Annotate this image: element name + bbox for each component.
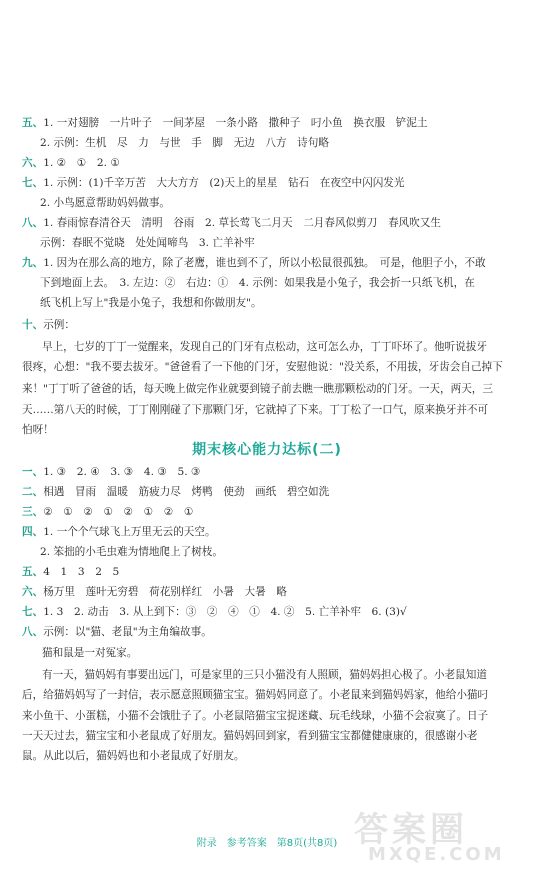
essay-line: 早上，七岁的丁丁一觉醒来，发现自己的门牙有点松动，这可怎么办，丁丁吓坏了。他听说拔牙	[42, 341, 487, 353]
answer-text: 1. 因为在那么高的地方，除了老鹰，谁也到不了，所以小松鼠很孤独。 可是，他胆子小，不敢	[43, 257, 486, 269]
essay-line: 一天天过去，猫宝宝和小老鼠成了好朋友。猫妈妈回到家，看到猫宝宝都健健康康的，很感谢小老	[22, 730, 478, 742]
essay-line: 天……第八天的时候，丁丁刚刚碰了下那颗门牙，它就掉了下来。丁丁松了一口气，原来换牙并不可	[22, 404, 489, 416]
answer-text: 示例：	[43, 319, 75, 331]
answer-line	[22, 318, 518, 332]
answer-line	[22, 485, 518, 499]
answer-text: 1. 示例：(1)千辛万苦 大大方方 (2)天上的星星 钻石 在夜空中闪闪发光	[43, 177, 405, 189]
question-number: 九、	[22, 257, 44, 269]
answer-line	[22, 625, 518, 639]
answer-text: 1. 春雨惊春清谷天 清明 谷雨 2. 草长莺飞二月天 二月春风似剪刀 春风吹又生	[43, 217, 441, 229]
answer-line	[22, 116, 518, 130]
watermark-bottom: MXQE.COM	[368, 844, 505, 865]
question-number: 二、	[22, 486, 44, 498]
answer-text: 示例：春眠不觉晓 处处闻啼鸟 3. 亡羊补牢	[40, 237, 255, 249]
answer-line	[22, 545, 518, 559]
essay-line: 怕呀！	[22, 424, 54, 436]
answer-line	[22, 176, 518, 190]
answer-text: 1. 3 2. 动击 3. 从上到下：③ ② ④ ① 4. ② 5. 亡羊补牢 6. (3)√	[43, 606, 407, 618]
watermark-logo	[328, 800, 528, 868]
question-number: 六、	[22, 586, 44, 598]
answer-text: 1. 一对翅膀 一片叶子 一间茅屋 一条小路 撒种子 叼小鱼 换衣服 铲泥土	[43, 117, 428, 129]
answer-text: 2. 笨拙的小毛虫难为情地爬上了树枝。	[40, 546, 223, 558]
question-number: 七、	[22, 177, 44, 189]
question-number: 六、	[22, 157, 44, 169]
question-number: 八、	[22, 217, 44, 229]
answer-text: 2. 小鸟愿意帮助妈妈做事。	[40, 197, 171, 209]
question-number: 八、	[22, 626, 44, 638]
essay-line: 很疼，心想："我不要去拔牙。"爸爸看了一下他的门牙，安慰他说："没关系，不用拔，牙齿会自己掉下	[22, 361, 503, 373]
section-heading: 期末核心能力达标(二)	[192, 442, 342, 458]
answer-line	[22, 565, 518, 579]
answer-line	[22, 196, 518, 210]
answer-line	[22, 505, 518, 519]
answer-text: 示例：以"猫、老鼠"为主角编故事。	[43, 626, 212, 638]
question-number: 四、	[22, 526, 44, 538]
essay-line: 鼠。从此以后，猫妈妈也和小老鼠成了好朋友。	[22, 750, 245, 762]
story-title: 猫和鼠是一对冤家。	[42, 647, 138, 659]
watermark-top: 答案圈	[354, 810, 468, 850]
essay-line: 有一天，猫妈妈有事要出远门，可是家里的三只小猫没有人照顾，猫妈妈担心极了。小老鼠知道	[42, 669, 487, 681]
answer-text: 1. 一个个气球飞上万里无云的天空。	[43, 526, 216, 538]
answer-text: 下到地面上去。 3. 左边：② 右边：① 4. 示例：如果我是小兔子，我会折一只纸飞机，在	[40, 277, 475, 289]
question-number: 一、	[22, 466, 44, 478]
answer-line	[22, 525, 518, 539]
answer-line	[22, 465, 518, 479]
answer-text: 相遇 冒雨 温暖 筋疲力尽 烤鸭 使劲 画纸 碧空如洗	[43, 486, 330, 498]
page-footer: 附录 参考答案 第8页(共8页)	[196, 838, 338, 849]
question-number: 十、	[22, 319, 44, 331]
answer-line	[22, 605, 518, 619]
answer-line	[22, 216, 518, 230]
question-number: 七、	[22, 606, 44, 618]
answer-line	[22, 136, 518, 150]
essay-line: 后，给猫妈妈写了一封信，表示愿意照顾猫宝宝。猫妈妈同意了。小老鼠来到猫妈妈家，他给小猫叼	[22, 689, 489, 701]
answer-line	[22, 296, 518, 310]
essay-line: 来！"丁丁听了爸爸的话，每天晚上做完作业就要到镜子前去瞧一瞧那颗松动的门牙。一天，两天，三	[22, 383, 493, 395]
answer-text: 1. ③ 2. ④ 3. ③ 4. ③ 5. ③	[43, 466, 201, 478]
essay-line: 来小鱼干、小蛋糕，小猫不会饿肚子了。小老鼠陪猫宝宝捉迷藏、玩毛线球，小猫不会寂寞了。日子	[22, 710, 489, 722]
answer-line	[22, 256, 518, 270]
answer-text: 4 1 3 2 5	[43, 566, 120, 578]
answer-line	[22, 276, 518, 290]
answer-text: ② ① ② ① ② ① ② ①	[43, 506, 194, 518]
question-number: 五、	[22, 566, 44, 578]
answer-line	[22, 156, 518, 170]
answer-text: 1. ② ① 2. ①	[43, 157, 120, 169]
answer-text: 2. 示例：生机 尽 力 与世 手 脚 无边 八方 诗句略	[40, 137, 329, 149]
answer-text: 纸飞机上写上"我是小兔子，我想和你做朋友"。	[40, 297, 262, 309]
answer-line	[22, 585, 518, 599]
question-number: 五、	[22, 117, 44, 129]
answer-text: 杨万里 莲叶无穷碧 荷花别样红 小暑 大暑 略	[43, 586, 287, 598]
question-number: 三、	[22, 506, 44, 518]
answer-line	[22, 236, 518, 250]
